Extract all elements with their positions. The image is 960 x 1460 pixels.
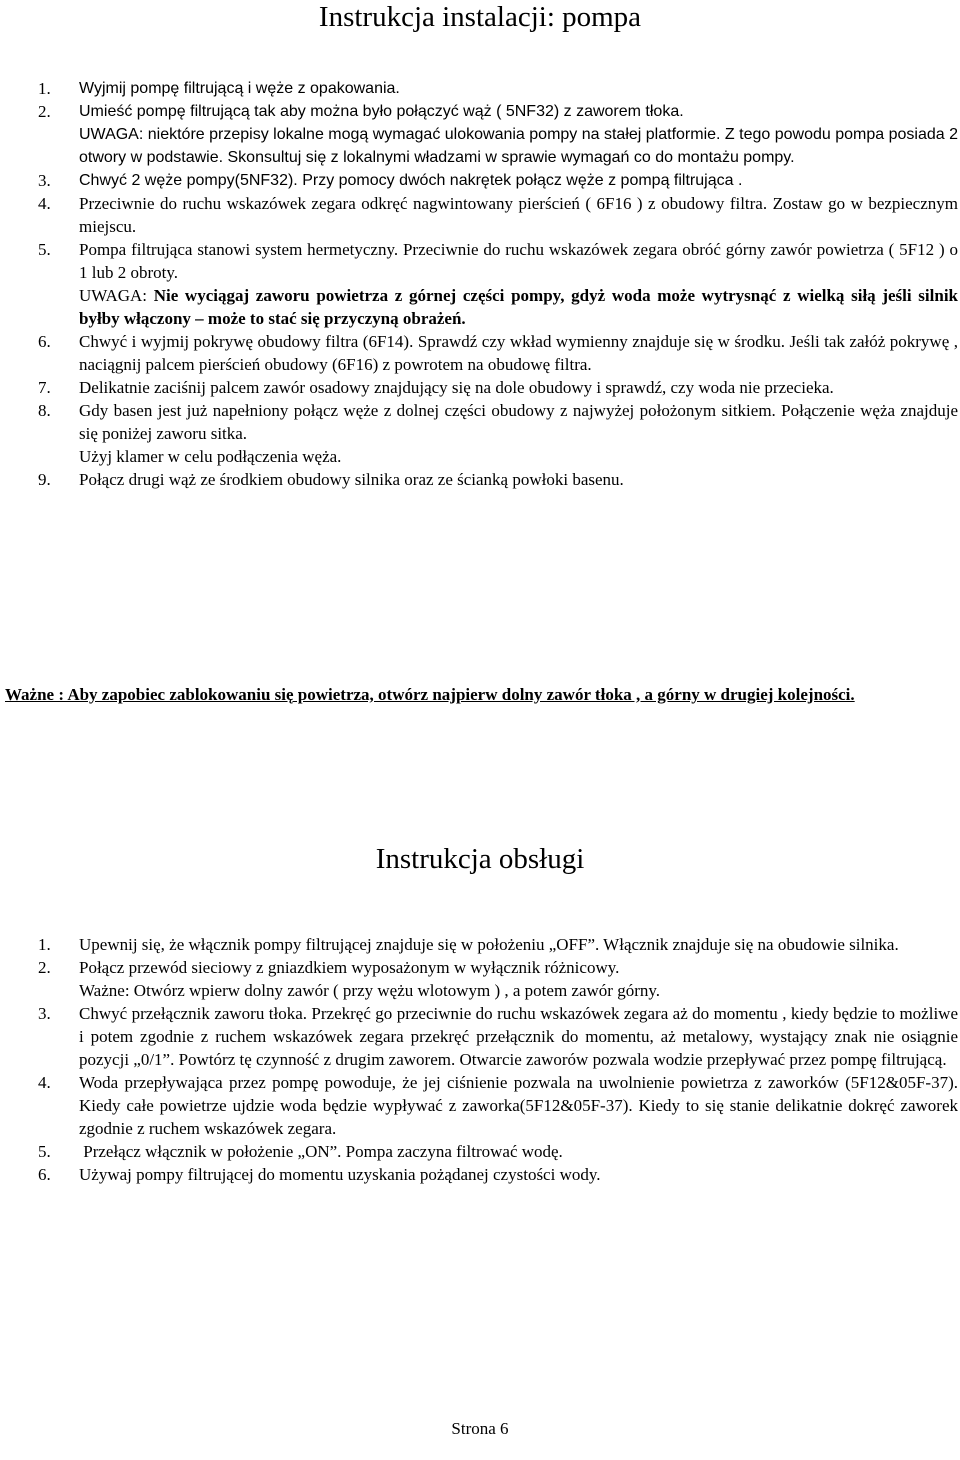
step-number: 4. bbox=[38, 1073, 51, 1092]
step-text: Użyj klamer w celu podłączenia węża. bbox=[79, 447, 342, 466]
step-number: 5. bbox=[38, 240, 51, 259]
step-text: Upewnij się, że włącznik pompy filtrującej znajduje się w położeniu „OFF”. Włącznik znajduje się na obudowie silnika. bbox=[79, 935, 899, 954]
step-number: 3. bbox=[38, 1004, 51, 1023]
install-step-7 bbox=[38, 376, 958, 399]
install-step-8 bbox=[38, 399, 958, 468]
step-text: Gdy basen jest już napełniony połącz węże z dolnej części obudowy z najwyżej położonym sitkiem. Połączenie węża znajduje się poniżej zaworu sitka. bbox=[79, 401, 958, 443]
operation-step-4 bbox=[38, 1071, 958, 1140]
operation-step-6 bbox=[38, 1163, 958, 1186]
step-number: 6. bbox=[38, 332, 51, 351]
step-number: 4. bbox=[38, 194, 51, 213]
step-text: Chwyć przełącznik zaworu tłoka. Przekręć go przeciwnie do ruchu wskazówek zegara aż do momentu , kiedy będzie to możliwe i potem zgodnie z ruchem wskazówek zegara przekręć przełącznik do momentu, aż metalowy, wystający znak nie osiągnie pozycji „0/1”. Powtórz tę czynność z drugim zaworem. Otwarcie zaworów pozwala wodzie przepływać przez pompę filtrującą. bbox=[79, 1004, 958, 1069]
important-notice: Ważne : Aby zapobiec zablokowaniu się powietrza, otwórz najpierw dolny zawór tłoka , a górny w drugiej kolejności. bbox=[5, 685, 855, 704]
step-note: UWAGA: niektóre przepisy lokalne mogą wymagać ulokowania pompy na stałej platformie. Z tego powodu pompa posiada 2 otwory w podstawie. Skonsultuj się z lokalnymi władzami w sprawie wymagań co do montażu pompy. bbox=[79, 126, 958, 166]
step-number: 5. bbox=[38, 1142, 51, 1161]
step-text: Przeciwnie do ruchu wskazówek zegara odkręć nagwintowany pierścień ( 6F16 ) z obudowy filtra. Zostaw go w bezpiecznym miejscu. bbox=[79, 194, 958, 236]
step-text: Umieść pompę filtrującą tak aby można było połączyć wąż ( 5NF32) z zaworem tłoka. bbox=[79, 103, 684, 120]
operation-title: Instrukcja obsługi bbox=[375, 843, 585, 875]
step-warning bbox=[79, 284, 958, 330]
step-text: Pompa filtrująca stanowi system hermetyczny. Przeciwnie do ruchu wskazówek zegara obróć górny zawór powietrza ( 5F12 ) o 1 lub 2 obroty. bbox=[79, 240, 958, 282]
step-text: Woda przepływająca przez pompę powoduje, że jej ciśnienie pozwala na uwolnienie powietrza z zaworków (5F12&05F-37). Kiedy całe powietrze ujdzie woda będzie wypływać z zaworka(5F12&05F-37). Kiedy to się stanie delikatnie dokręć zaworek zgodnie z ruchem wskazówek zegara. bbox=[79, 1073, 958, 1138]
step-number: 1. bbox=[38, 79, 51, 98]
operation-step-1 bbox=[38, 933, 958, 956]
install-step-4 bbox=[38, 192, 958, 238]
warning-text: Nie wyciągaj zaworu powietrza z górnej części pompy, gdyż woda może wytrysnąć z wielką siłą jeśli silnik byłby włączony – może to stać się przyczyną obrażeń. bbox=[79, 286, 959, 328]
step-text: Przełącz włącznik w położenie „ON”. Pompa zaczyna filtrować wodę. bbox=[79, 1142, 563, 1161]
step-text: Wyjmij pompę filtrującą i węże z opakowania. bbox=[79, 80, 400, 97]
operation-step-5 bbox=[38, 1140, 958, 1163]
step-number: 2. bbox=[38, 102, 51, 121]
operation-steps bbox=[38, 933, 958, 1186]
installation-steps bbox=[38, 77, 958, 491]
step-number: 3. bbox=[38, 171, 51, 190]
operation-step-2 bbox=[38, 956, 958, 1002]
step-number: 7. bbox=[38, 378, 51, 397]
step-text: Połącz drugi wąż ze środkiem obudowy silnika oraz ze ścianką powłoki basenu. bbox=[79, 470, 624, 489]
install-step-2 bbox=[38, 100, 958, 169]
page-number: Strona 6 bbox=[451, 1419, 509, 1438]
install-step-3 bbox=[38, 169, 958, 192]
installation-title: Instrukcja instalacji: pompa bbox=[318, 1, 642, 33]
step-number: 8. bbox=[38, 401, 51, 420]
step-number: 2. bbox=[38, 958, 51, 977]
step-text: Chwyć i wyjmij pokrywę obudowy filtra (6F14). Sprawdź czy wkład wymienny znajduje się w środku. Jeśli tak załóż pokrywę , naciągnij palcem pierścień obudowy (6F16) z powrotem na obudowę filtra. bbox=[79, 332, 958, 374]
step-number: 9. bbox=[38, 470, 51, 489]
install-step-1 bbox=[38, 77, 958, 100]
warning-label: UWAGA: bbox=[79, 286, 154, 305]
step-number: 1. bbox=[38, 935, 51, 954]
operation-step-3 bbox=[38, 1002, 958, 1071]
step-text: Połącz przewód sieciowy z gniazdkiem wyposażonym w wyłącznik różnicowy. bbox=[79, 958, 620, 977]
step-note: Ważne: Otwórz wpierw dolny zawór ( przy wężu wlotowym ) , a potem zawór górny. bbox=[79, 981, 661, 1000]
install-step-6 bbox=[38, 330, 958, 376]
install-step-5 bbox=[38, 238, 958, 330]
install-step-9 bbox=[38, 468, 958, 491]
step-text: Używaj pompy filtrującej do momentu uzyskania pożądanej czystości wody. bbox=[79, 1165, 601, 1184]
step-number: 6. bbox=[38, 1165, 51, 1184]
step-text: Delikatnie zaciśnij palcem zawór osadowy znajdujący się na dole obudowy i sprawdź, czy woda nie przecieka. bbox=[79, 378, 834, 397]
step-text: Chwyć 2 węże pompy(5NF32). Przy pomocy dwóch nakrętek połącz węże z pompą filtrująca . bbox=[79, 172, 743, 189]
